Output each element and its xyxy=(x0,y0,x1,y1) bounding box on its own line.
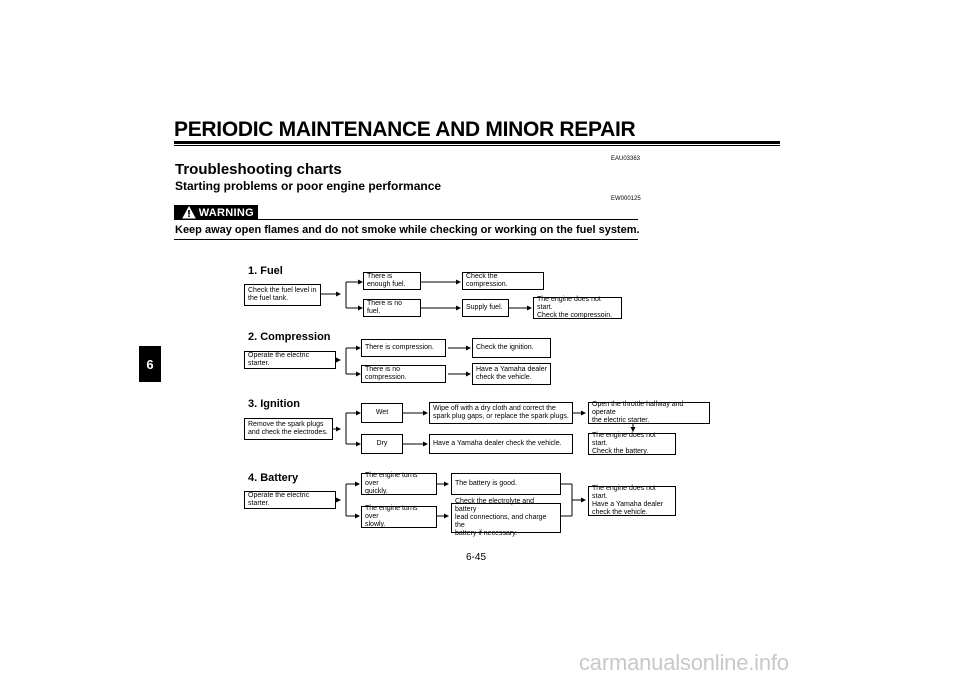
battery-slow-box xyxy=(361,506,437,528)
fuel-yes-text: There is enough fuel. xyxy=(367,273,406,288)
ignition-wet-result-text: The engine does not start. Check the battery. xyxy=(592,432,656,455)
fuel-yes-next-box xyxy=(462,272,544,290)
ignition-start-box xyxy=(244,418,333,440)
fuel-no-box xyxy=(363,299,421,317)
chapter-tab: 6 xyxy=(139,346,161,382)
page-header-title: PERIODIC MAINTENANCE AND MINOR REPAIR xyxy=(174,118,636,141)
compression-no-text: There is no compression. xyxy=(365,366,407,381)
battery-slow-text: The engine turns over slowly. xyxy=(365,505,418,528)
warning-text: Keep away open flames and do not smoke while checking or working on the fuel system. xyxy=(175,224,640,236)
battery-slow-next-box xyxy=(451,498,561,537)
ignition-heading: 3. Ignition xyxy=(248,398,300,410)
fuel-yes-box xyxy=(363,272,421,290)
compression-start-text: Operate the electric starter. xyxy=(248,352,310,367)
section-title: Troubleshooting charts xyxy=(175,161,342,178)
compression-yes-next-text: Check the ignition. xyxy=(476,344,534,351)
fuel-no-final-text: The engine does not start. Check the compressoin. xyxy=(537,296,613,319)
compression-no-next-box xyxy=(472,363,551,385)
battery-start-text: Operate the electric starter. xyxy=(248,492,310,507)
compression-start-box xyxy=(244,351,336,369)
ignition-dry-next-text: Have a Yamaha dealer check the vehicle. xyxy=(433,440,562,447)
battery-quick-next-box xyxy=(451,473,561,495)
warning-code: EW000125 xyxy=(611,196,641,202)
ignition-dry-box xyxy=(361,434,403,454)
reference-code: EAU03363 xyxy=(611,156,641,162)
battery-final-text: The engine does not start. Have a Yamaha dealer check the vehicle. xyxy=(592,485,663,516)
battery-heading: 4. Battery xyxy=(248,472,299,484)
battery-quick-next-text: The battery is good. xyxy=(455,480,517,487)
compression-yes-next-box xyxy=(472,338,551,358)
compression-yes-box xyxy=(361,339,446,357)
compression-no-box xyxy=(361,365,446,383)
ignition-wet-final-text: Open the throttle halfway and operate the electric starter. xyxy=(592,401,684,424)
compression-heading: 2. Compression xyxy=(248,331,331,343)
compression-no-next-text: Have a Yamaha dealer check the vehicle. xyxy=(476,366,547,381)
ignition-wet-text: Wet xyxy=(375,409,389,416)
ignition-dry-next-box xyxy=(429,434,573,454)
ignition-wet-next-box xyxy=(429,402,573,424)
battery-final-box xyxy=(588,486,676,516)
ignition-wet-box xyxy=(361,403,403,423)
fuel-start-box xyxy=(244,284,321,306)
sub-title: Starting problems or poor engine performance xyxy=(175,179,442,193)
fuel-heading: 1. Fuel xyxy=(248,265,283,277)
battery-start-box xyxy=(244,491,336,509)
ignition-dry-text: Dry xyxy=(376,440,388,447)
ignition-wet-final-box xyxy=(588,402,710,424)
ignition-wet-next-text: Wipe off with a dry cloth and correct the spark plug gaps, or replace the spark plugs. xyxy=(433,405,569,420)
fuel-start-text: Check the fuel level in the fuel tank. xyxy=(248,287,317,302)
battery-quick-box xyxy=(361,473,437,495)
fuel-no-next-text: Supply fuel. xyxy=(466,304,503,311)
compression-yes-text: There is compression. xyxy=(365,344,434,351)
warning-label: WARNING xyxy=(198,206,254,219)
fuel-no-text: There is no fuel. xyxy=(367,300,403,315)
fuel-yes-next-text: Check the compression. xyxy=(466,273,508,288)
ignition-wet-result-box xyxy=(588,433,676,455)
fuel-no-final-box xyxy=(533,297,622,319)
ignition-start-text: Remove the spark plugs and check the electrodes. xyxy=(248,421,328,436)
page-number: 6-45 xyxy=(466,552,487,563)
fuel-no-next-box xyxy=(462,299,509,317)
battery-slow-next-text: Check the electrolyte and battery lead connections, and charge the battery if necessary. xyxy=(455,498,547,537)
battery-quick-text: The engine turns over quickly. xyxy=(365,472,418,495)
watermark: carmanualsonline.info xyxy=(579,650,789,675)
